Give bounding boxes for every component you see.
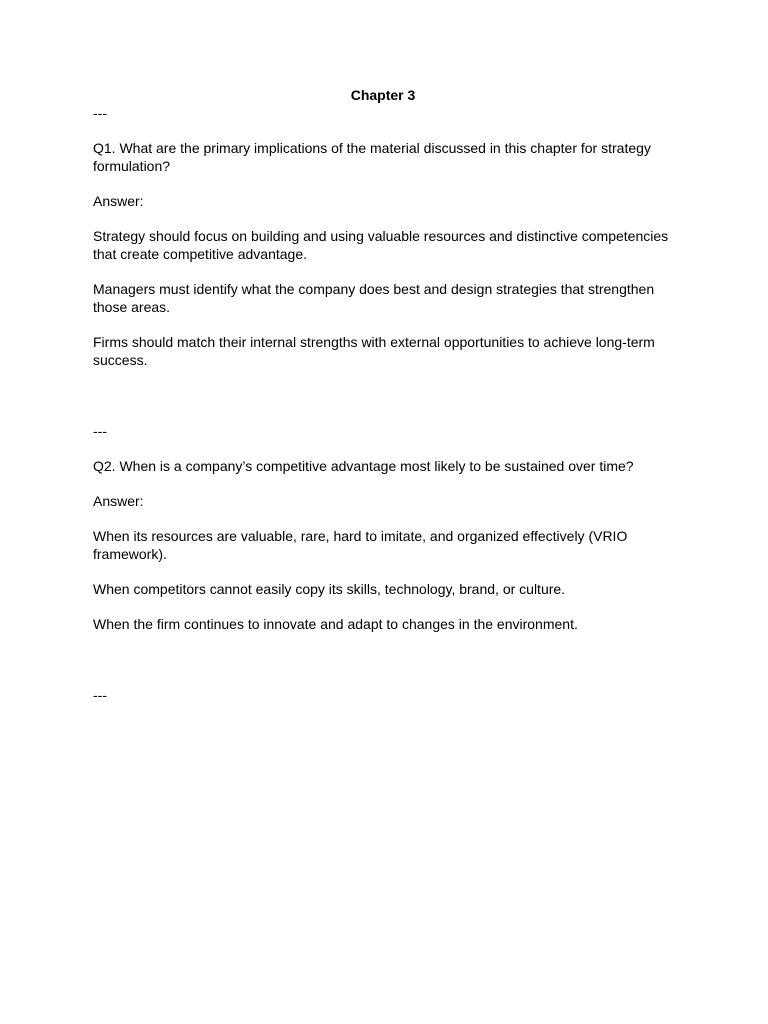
separator-middle: ---: [93, 423, 107, 439]
answer-1-point-1: Strategy should focus on building and using valuable resources and distinctive competencies that create competitive advantage.: [93, 228, 669, 262]
answer-label-2: Answer:: [93, 493, 144, 509]
answer-2-point-2: When competitors cannot easily copy its skills, technology, brand, or culture.: [93, 581, 566, 597]
question-2: Q2. When is a company’s competitive advantage most likely to be sustained over time?: [93, 458, 634, 474]
question-1: Q1. What are the primary implications of the material discussed in this chapter for strategy formulation?: [93, 140, 651, 174]
answer-1-point-2: Managers must identify what the company does best and design strategies that strengthen those areas.: [93, 281, 655, 315]
answer-1-point-3: Firms should match their internal strengths with external opportunities to achieve long-term success.: [93, 334, 655, 368]
answer-2-point-3: When the firm continues to innovate and adapt to changes in the environment.: [93, 616, 578, 632]
answer-label-1: Answer:: [93, 193, 144, 209]
answer-2-point-1: When its resources are valuable, rare, hard to imitate, and organized effectively (VRIO framework).: [93, 528, 628, 562]
document-content: [93, 86, 673, 704]
separator-bottom: ---: [93, 687, 107, 703]
separator-top: ---: [93, 105, 107, 121]
chapter-title: Chapter 3: [350, 87, 416, 103]
